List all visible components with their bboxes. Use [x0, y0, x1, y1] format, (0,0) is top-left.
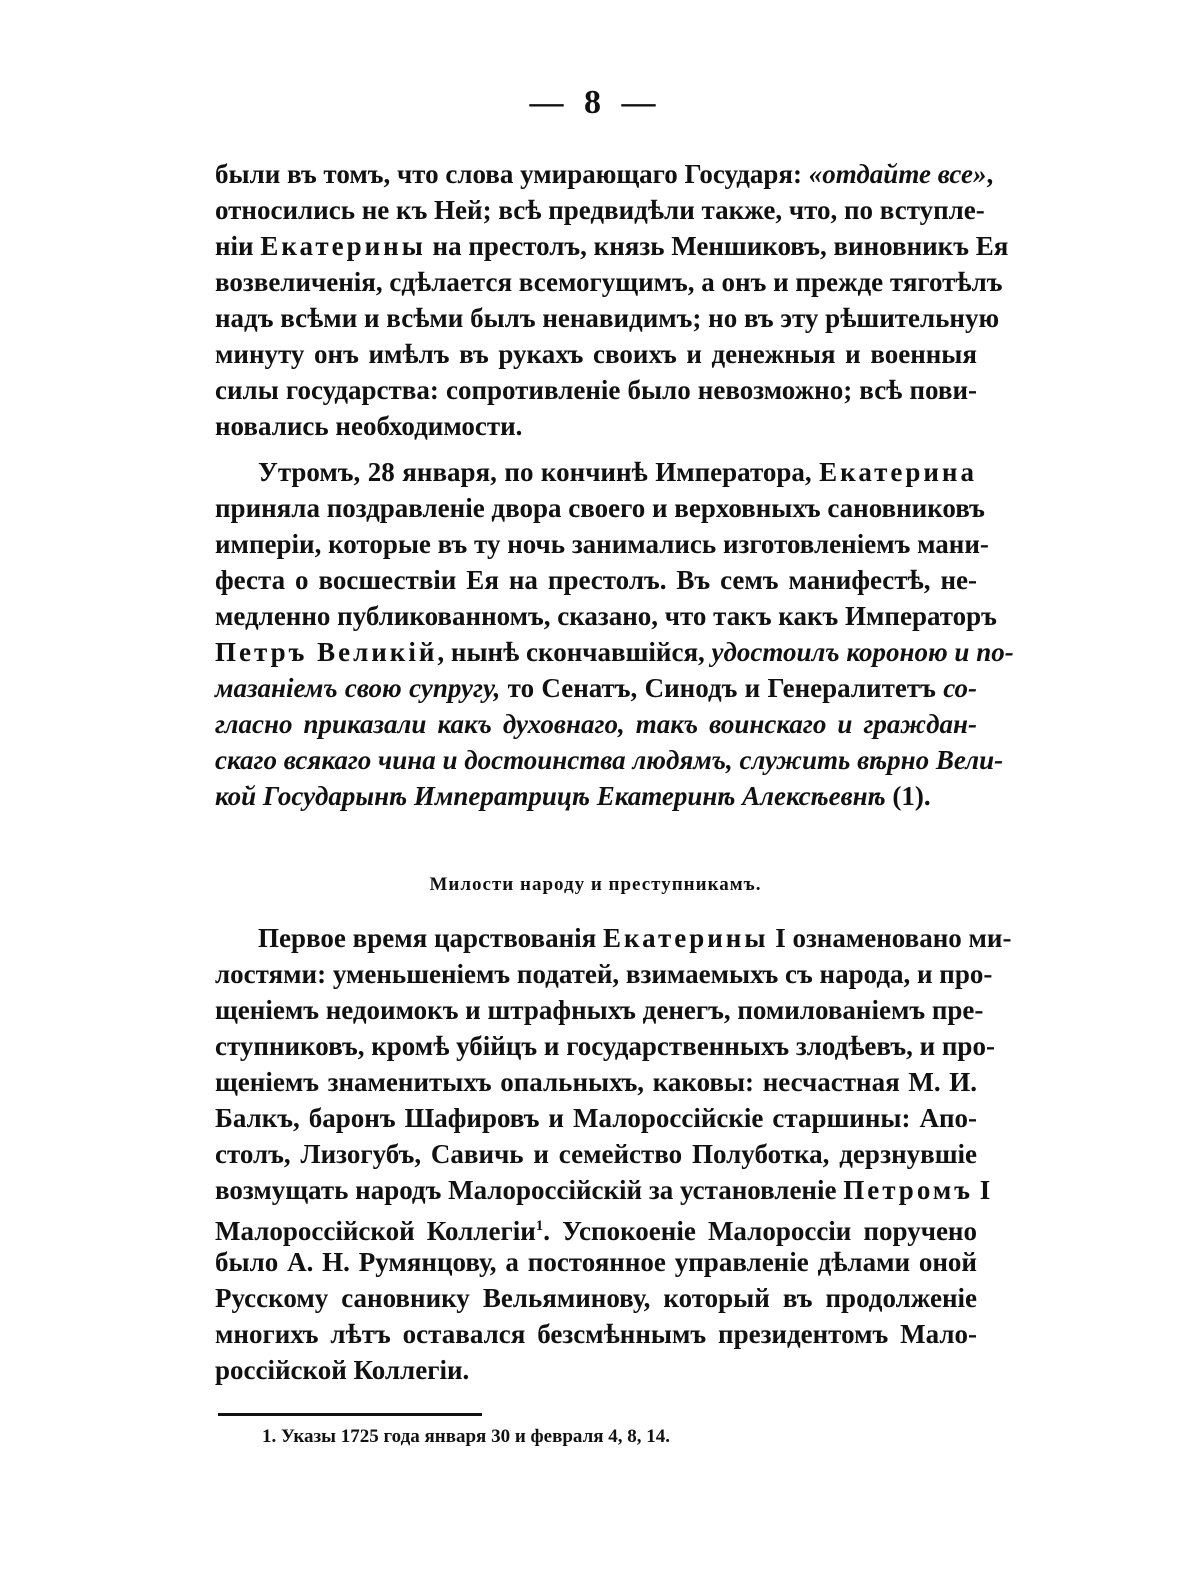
text-line: приняла поздравленіе двора своего и верховныхъ сановниковъ: [215, 493, 985, 523]
text-line: кой Государынѣ Императрицѣ Екатеринѣ Алексѣевнѣ (1).: [215, 781, 931, 811]
text-line: гласно приказали какъ духовнаго, такъ воинскаго и граждан-: [215, 709, 977, 739]
text-line: надъ всѣми и всѣми былъ ненавидимъ; но въ эту рѣшительную: [215, 303, 1000, 333]
text-line: ступниковъ, кромѣ убійцъ и государственныхъ злодѣевъ, и про-: [215, 1031, 995, 1061]
footnote-marker[interactable]: 1: [535, 1218, 544, 1234]
page-number: — 8 —: [529, 84, 662, 121]
text-line: столъ, Лизогубъ, Савичь и семейство Полуботка, дерзнувшіе: [215, 1139, 977, 1169]
text-line: россійской Коллегіи.: [215, 1355, 470, 1385]
text-line: возвеличенія, сдѣлается всемогущимъ, а онъ и прежде тяготѣлъ: [215, 267, 1003, 297]
text-line: Русскому сановнику Вельяминову, который въ продолженіе: [215, 1283, 977, 1313]
text-line: Балкъ, баронъ Шафировъ и Малороссійскіе старшины: Апо-: [215, 1103, 977, 1133]
text-line: возмущать народъ Малороссійскій за установленіе Петромъ I: [215, 1175, 991, 1205]
text-line: были въ томъ, что слова умирающаго Государя: «отдайте все»,: [215, 159, 994, 189]
text-line: было А. Н. Румянцову, а постоянное управленіе дѣлами оной: [215, 1247, 977, 1277]
text-line: лостями: уменьшеніемъ податей, взимаемыхъ съ народа, и про-: [215, 959, 993, 989]
text-line: медленно публикованномъ, сказано, что такъ какъ Императоръ: [215, 601, 997, 631]
section-heading: Милости народу и преступникамъ.: [429, 874, 762, 895]
text-line: минуту онъ имѣлъ въ рукахъ своихъ и денежныя и военныя: [215, 339, 977, 369]
text-line: силы государства: сопротивленіе было невозможно; всѣ пови-: [215, 375, 977, 405]
text-line: скаго всякаго чина и достоинства людямъ, служить вѣрно Вели-: [215, 745, 1004, 775]
text-line: щеніемъ знаменитыхъ опальныхъ, каковы: несчастная М. И.: [215, 1067, 977, 1097]
text-line: имперіи, которые въ ту ночь занимались изготовленіемъ мани-: [215, 529, 989, 559]
text-line: новались необходимости.: [215, 411, 523, 441]
text-line: Петръ Великій, нынѣ скончавшійся, удостоилъ короною и по-: [215, 637, 1014, 667]
footnote: 1. Указы 1725 года января 30 и февраля 4, 8, 14.: [262, 1426, 671, 1447]
text-line: Малороссійской Коллегіи$^1$. Успокоеніе Малороссіи поручено: [215, 1216, 977, 1246]
text-line: щеніемъ недоимокъ и штрафныхъ денегъ, помилованіемъ пре-: [215, 995, 984, 1025]
text-line: мазаніемъ свою супругу, то Сенатъ, Синодъ и Генералитетъ со-: [215, 673, 977, 703]
text-line: Первое время царствованія Екатерины I ознаменовано ми-: [258, 923, 1012, 953]
text-line: многихъ лѣтъ оставался безсмѣннымъ президентомъ Мало-: [215, 1319, 977, 1349]
footnote-divider: [218, 1413, 482, 1416]
text-line: Утромъ, 28 января, по кончинѣ Императора, Екатерина: [258, 457, 977, 487]
text-line: феста о восшествіи Ея на престолъ. Въ семъ манифестѣ, не-: [215, 565, 977, 595]
text-line: ніи Екатерины на престолъ, князь Меншиковъ, виновникъ Ея: [215, 231, 1009, 261]
text-line: относились не къ Ней; всѣ предвидѣли также, что, по вступле-: [215, 195, 985, 225]
